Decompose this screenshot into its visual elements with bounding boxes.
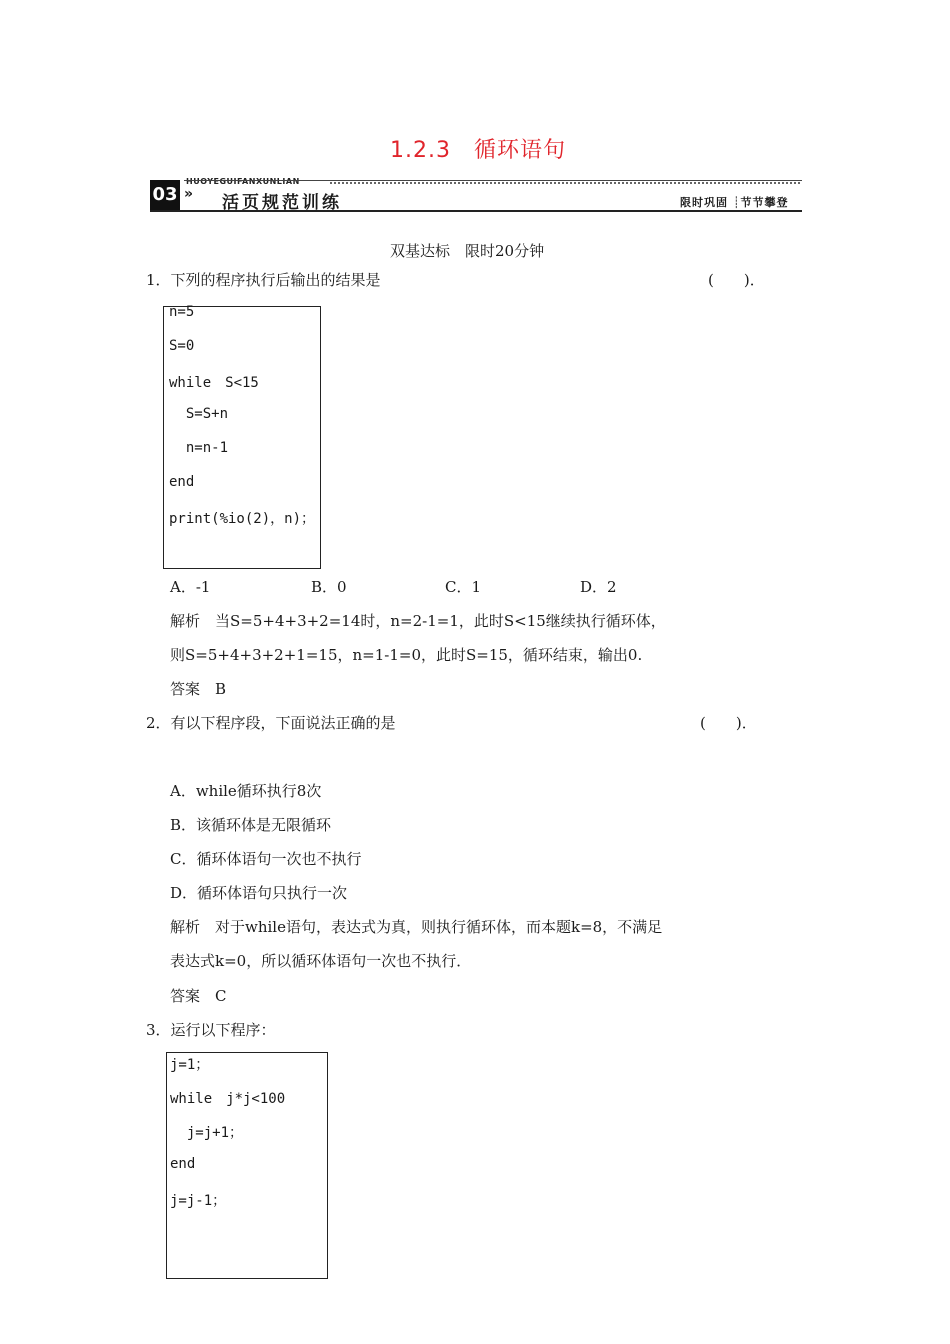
q2-analysis-line: 解析 对于while语句，表达式为真，则执行循环体，而本题k=8，不满足: [170, 918, 663, 936]
q1-option-c: C．1: [445, 578, 482, 596]
q3-code-line: j=j+1；: [170, 1125, 244, 1141]
q2-analysis-line: 表达式k=0，所以循环体语句一次也不执行．: [170, 952, 472, 970]
q1-stem: 1．下列的程序执行后输出的结果是: [146, 271, 381, 289]
banner-dotted-divider: [330, 182, 800, 184]
q2-option-c: C．循环体语句一次也不执行: [170, 850, 362, 868]
q1-code-line: while S<15: [169, 375, 259, 391]
q3-stem: 3．运行以下程序：: [146, 1021, 276, 1039]
q3-code-line: while j*j<100: [170, 1091, 286, 1107]
banner-bottom-rule: [150, 210, 802, 212]
q3-code-line: j=j-1；: [170, 1193, 227, 1209]
q2-option-b: B．该循环体是无限循环: [170, 816, 332, 834]
q3-code-line: end: [170, 1156, 196, 1172]
q1-analysis-line: 则S=5+4+3+2+1=15，n=1-1=0，此时S=15，循环结束，输出0.: [170, 646, 643, 664]
double-chevron-icon: »: [184, 186, 194, 202]
q1-analysis-line: 解析 当S=5+4+3+2=14时，n=2-1=1，此时S<15继续执行循环体，: [170, 612, 666, 630]
page-title: 1.2.3 循环语句: [390, 138, 566, 163]
banner-top-rule: [184, 180, 802, 181]
q2-stem: 2．有以下程序段，下面说法正确的是: [146, 714, 396, 732]
q1-option-d: D．2: [580, 578, 617, 596]
q1-code-line: S=0: [169, 338, 195, 354]
banner-subtitle: HUOYEGUIFANXUNLIAN: [186, 177, 300, 186]
q1-option-b: B．0: [311, 578, 347, 596]
q1-code-line: print(%io(2)，n)；: [169, 511, 316, 527]
q1-code-line: n=n-1: [169, 440, 229, 456]
q1-answer: 答案 B: [170, 680, 227, 698]
q1-code-line: n=5: [169, 304, 195, 320]
q1-code-line: S=S+n: [169, 406, 229, 422]
q1-option-a: A．-1: [170, 578, 211, 596]
q2-option-d: D．循环体语句只执行一次: [170, 884, 348, 902]
q2-answer-blank: ( )．: [700, 714, 757, 732]
q3-code-line: j=1；: [170, 1057, 210, 1073]
q2-option-a: A．while循环执行8次: [170, 782, 322, 800]
q1-answer-blank: ( )．: [708, 271, 765, 289]
q1-code-line: end: [169, 474, 195, 490]
q2-answer: 答案 C: [170, 987, 227, 1005]
banner-title: 活页规范训练: [222, 193, 342, 213]
banner-number-badge: 03: [150, 180, 180, 210]
banner-right-label: 限时巩固 ┊节节攀登: [680, 196, 789, 209]
section-heading: 双基达标 限时20分钟: [390, 242, 545, 260]
